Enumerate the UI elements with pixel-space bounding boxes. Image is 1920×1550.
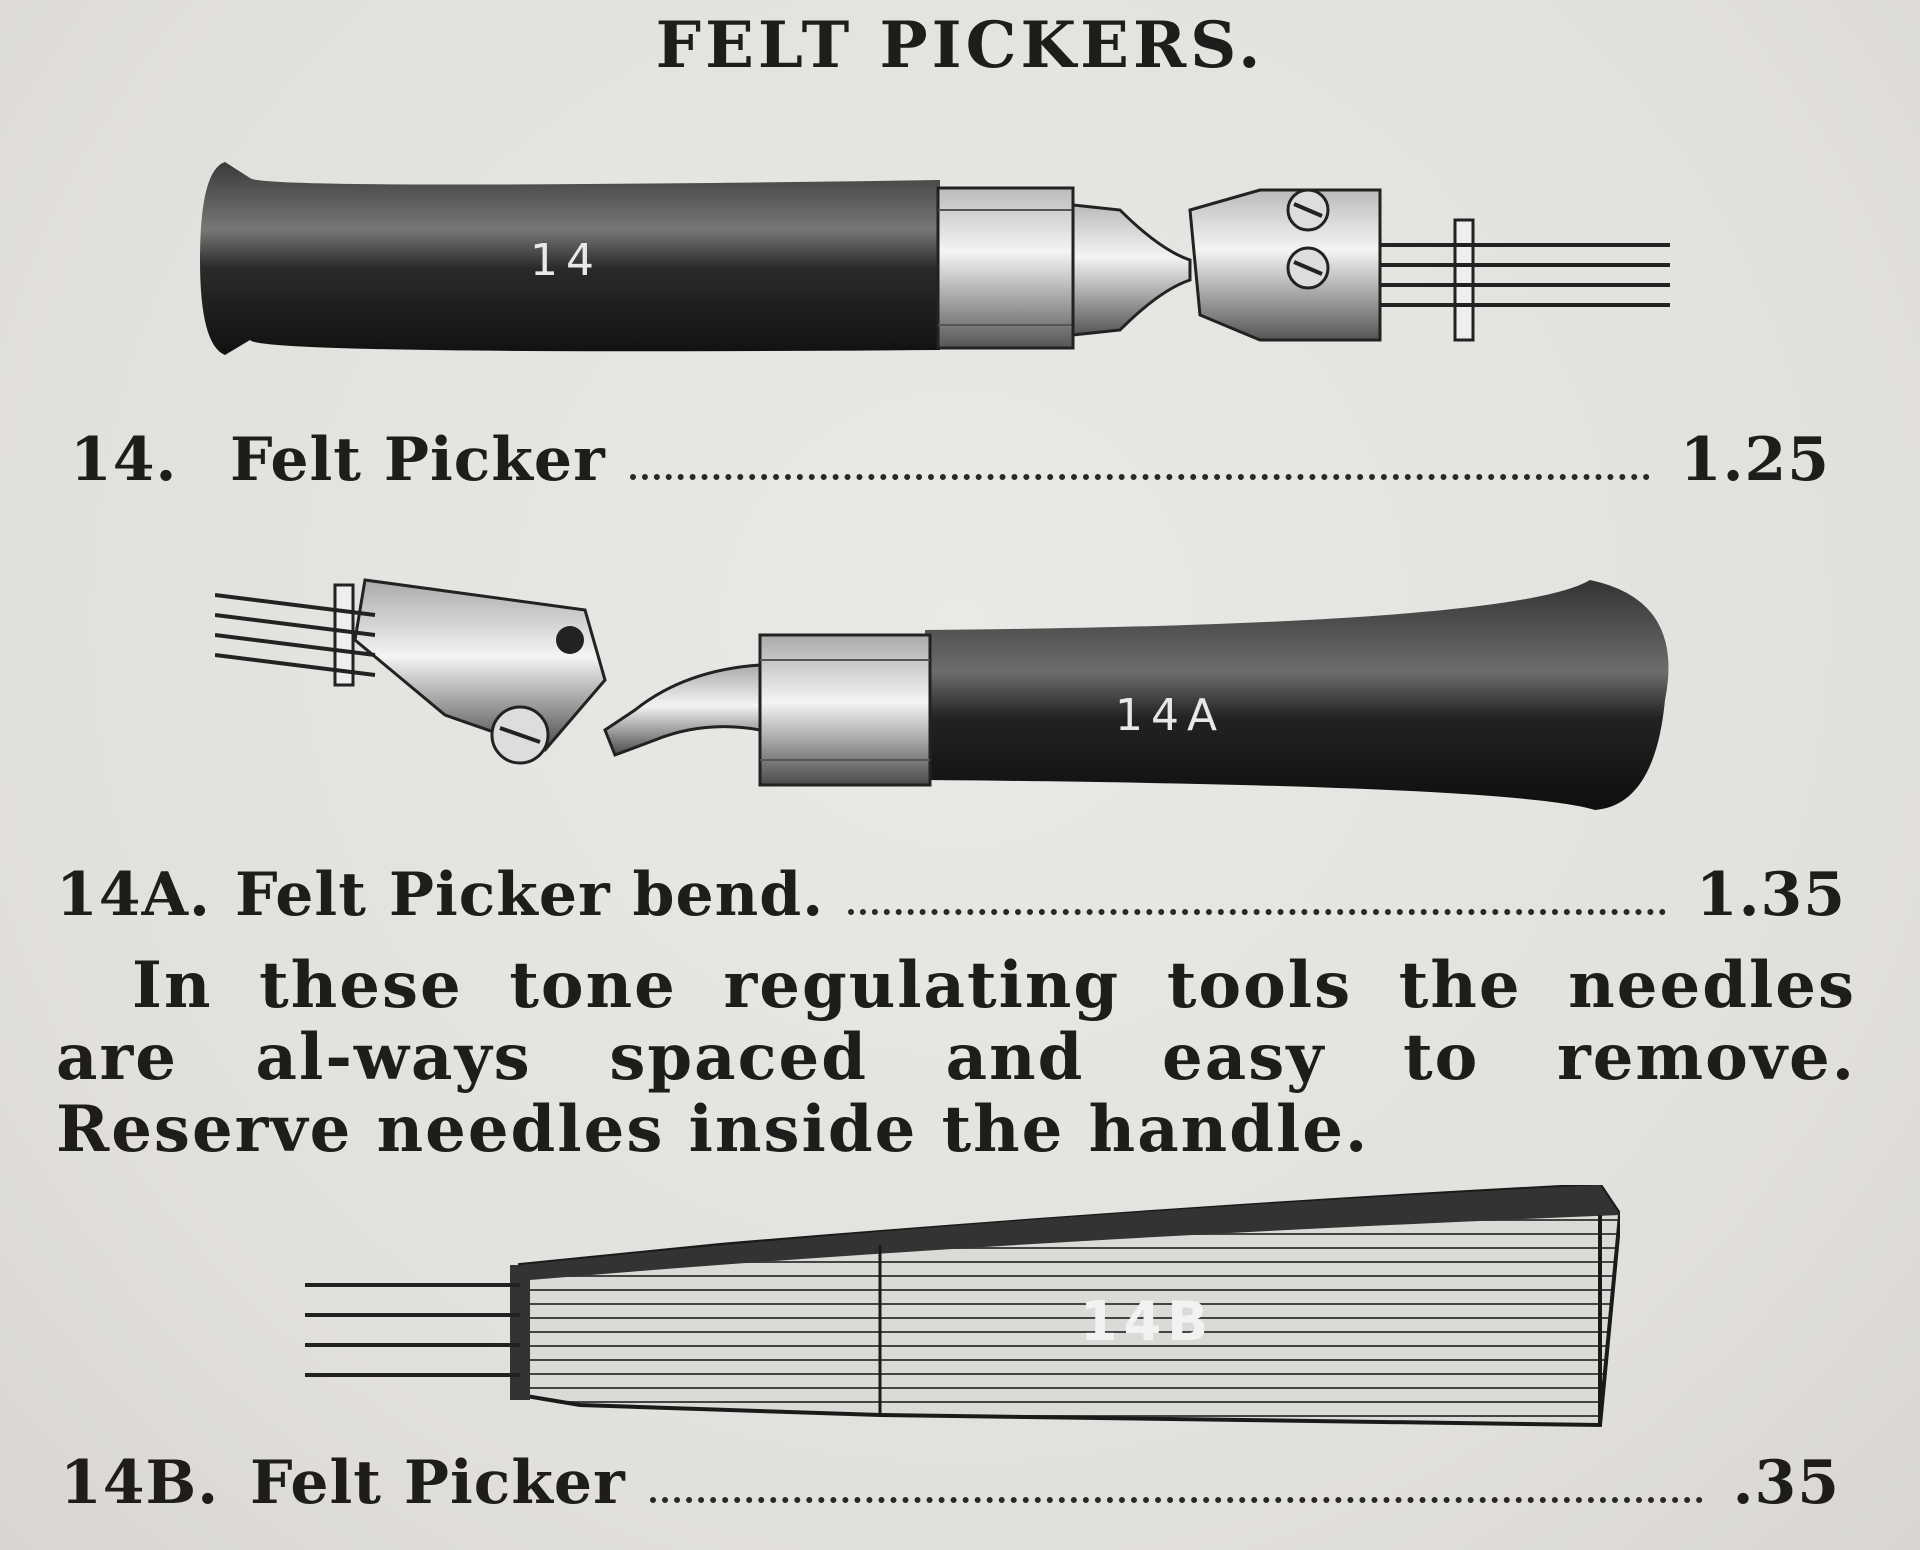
item-name: Felt Picker [230,425,606,495]
felt-picker-block-tool-icon [300,1185,1620,1435]
dot-leader [650,1497,1703,1503]
item-name: Felt Picker [250,1448,626,1518]
tool-engraving: 14 [530,235,602,286]
item-price: 1.35 [1695,860,1846,930]
item-number: 14B. [60,1448,220,1518]
page-heading: FELT PICKERS. [655,8,1265,83]
dot-leader [848,909,1666,915]
item-number: 14A. [56,860,211,930]
price-row-14a [56,860,1846,930]
price-row-14 [70,425,1830,495]
item-price: 1.25 [1679,425,1830,495]
item-name: Felt Picker bend. [234,860,825,930]
dot-leader [630,474,1650,480]
tool-engraving: 14B [1080,1290,1215,1353]
price-row-14b [60,1448,1840,1518]
felt-picker-bend-tool-icon [215,570,1685,820]
item-number: 14. [70,425,178,495]
felt-picker-tool-icon [200,150,1690,390]
tool-engraving: 14A [1115,690,1226,741]
item-price: .35 [1732,1448,1840,1518]
description-paragraph: In these tone regulating tools the needles are al-ways spaced and easy to remove. Reserve needles inside the handle. [56,948,1856,1167]
